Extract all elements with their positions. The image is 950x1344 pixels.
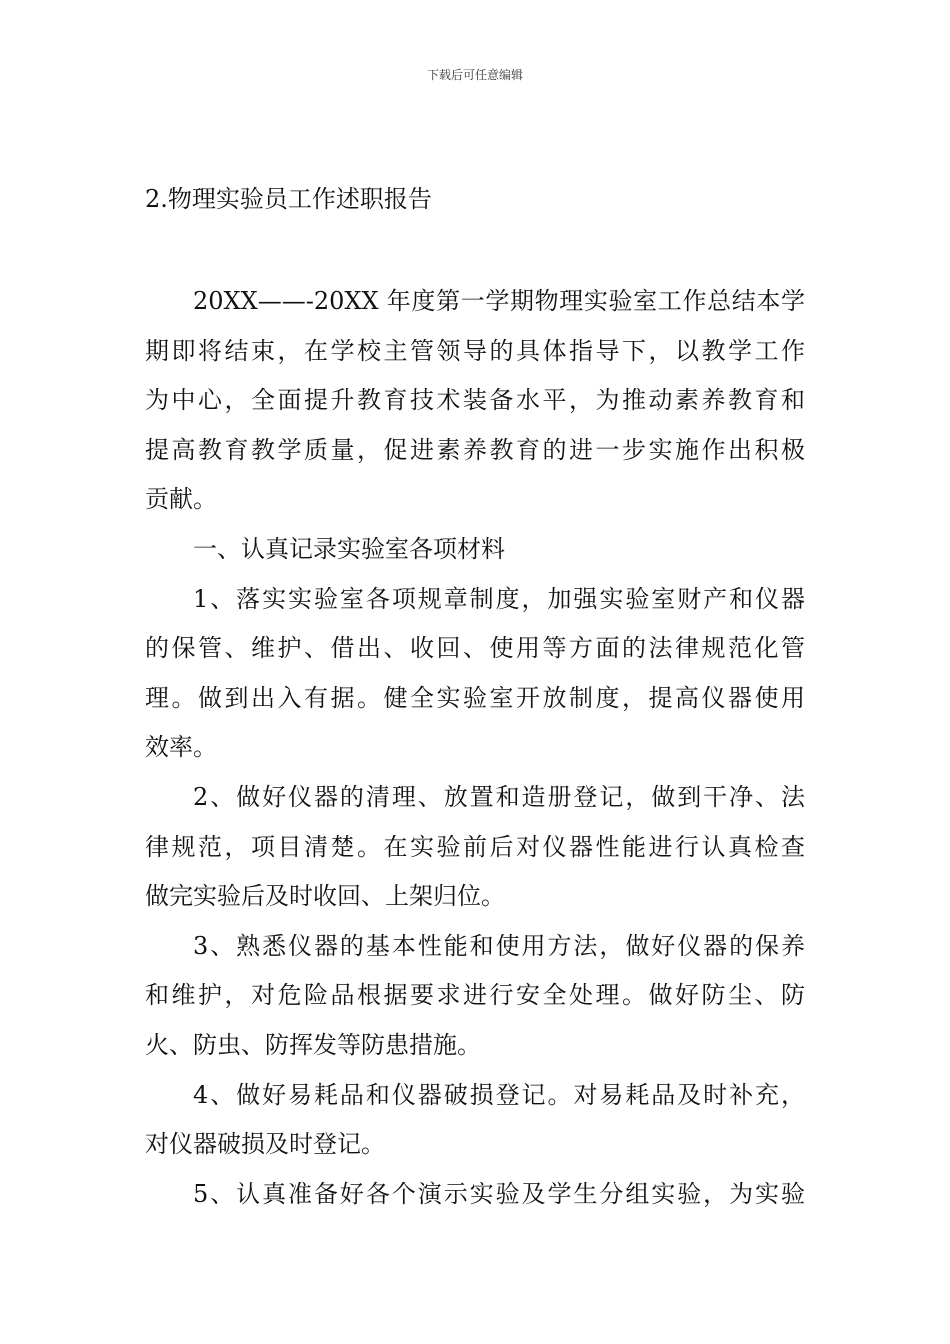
item-4-line-1: 4、做好易耗品和仪器破损登记。对易耗品及时补充，	[193, 1080, 805, 1109]
paragraph-1-line-1: 20XX——-20XX 年度第一学期物理实验室工作总结本学	[193, 287, 805, 315]
section-heading-1: 一、认真记录实验室各项材料	[193, 534, 505, 563]
item-4-line-2: 对仪器破损及时登记。	[145, 1130, 385, 1159]
item-2-line-2: 律规范，项目清楚。在实验前后对仪器性能进行认真检查	[145, 832, 805, 861]
item-3-line-1: 3、熟悉仪器的基本性能和使用方法，做好仪器的保养	[193, 931, 805, 960]
document-title: 2.物理实验员工作述职报告	[145, 185, 432, 213]
item-3-line-2: 和维护，对危险品根据要求进行安全处理。做好防尘、防	[145, 981, 805, 1010]
paragraph-1-line-4: 提高教育教学质量，促进素养教育的进一步实施作出积极	[145, 435, 805, 464]
document-body	[145, 284, 805, 1226]
paragraph-1-line-5: 贡献。	[145, 485, 217, 514]
item-1-line-3: 理。做到出入有据。健全实验室开放制度，提高仪器使用	[145, 683, 805, 712]
item-3-line-3: 火、防虫、防挥发等防患措施。	[145, 1030, 481, 1059]
item-5-line-1: 5、认真准备好各个演示实验及学生分组实验，为实验	[193, 1179, 805, 1208]
header-note: 下载后可任意编辑	[426, 68, 523, 82]
item-1-line-4: 效率。	[145, 733, 217, 762]
item-1-line-1: 1、落实实验室各项规章制度，加强实验室财产和仪器	[193, 584, 805, 613]
item-1-line-2: 的保管、维护、借出、收回、使用等方面的法律规范化管	[145, 634, 805, 663]
item-2-line-1: 2、做好仪器的清理、放置和造册登记，做到干净、法	[193, 782, 805, 811]
paragraph-1-line-3: 为中心，全面提升教育技术装备水平，为推动素养教育和	[145, 386, 805, 415]
paragraph-1-line-2: 期即将结束，在学校主管领导的具体指导下，以教学工作	[145, 336, 805, 365]
item-2-line-3: 做完实验后及时收回、上架归位。	[145, 882, 505, 911]
